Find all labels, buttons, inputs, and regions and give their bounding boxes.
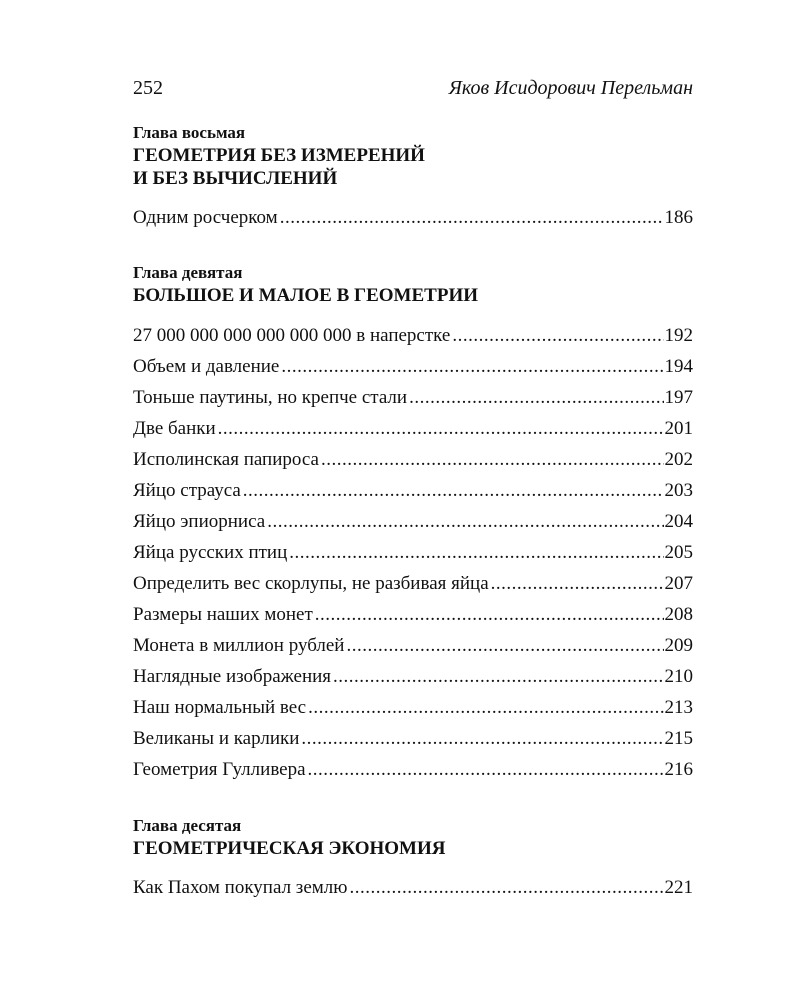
toc-entry-page: 207 xyxy=(664,573,693,594)
chapter-eight xyxy=(133,122,693,233)
toc-entry-page: 204 xyxy=(664,511,693,532)
chapter-title: ГЕОМЕТРИЧЕСКАЯ ЭКОНОМИЯ xyxy=(133,838,446,859)
toc-list xyxy=(133,202,693,233)
toc-list xyxy=(133,872,693,903)
toc-entry-page: 215 xyxy=(664,728,693,749)
book-page xyxy=(133,0,693,1000)
toc-entry[interactable] xyxy=(133,506,693,537)
chapter-title: БОЛЬШОЕ И МАЛОЕ В ГЕОМЕТРИИ xyxy=(133,285,478,306)
toc-entry[interactable] xyxy=(133,568,693,599)
dot-leader xyxy=(243,475,664,506)
dot-leader xyxy=(308,754,664,785)
toc-entry-page: 194 xyxy=(664,356,693,377)
chapter-title: ГЕОМЕТРИЯ БЕЗ ИЗМЕРЕНИЙ И БЕЗ ВЫЧИСЛЕНИЙ xyxy=(133,145,425,189)
toc-entry-page: 203 xyxy=(664,480,693,501)
dot-leader xyxy=(321,444,664,475)
author-name: Яков Исидорович Перельман xyxy=(448,77,693,99)
running-header xyxy=(133,74,693,102)
dot-leader xyxy=(289,537,663,568)
dot-leader xyxy=(301,723,663,754)
toc-entry[interactable] xyxy=(133,723,693,754)
toc-entry-title: Наглядные изображения xyxy=(133,666,332,687)
toc-entry-title: Одним росчерком xyxy=(133,207,278,228)
dot-leader xyxy=(281,351,663,382)
toc-entry-title: Яйцо эпиорниса xyxy=(133,511,266,532)
toc-entry-title: Объем и давление xyxy=(133,356,280,377)
dot-leader xyxy=(333,661,663,692)
toc-entry-title: Монета в миллион рублей xyxy=(133,635,345,656)
toc-entry-page: 208 xyxy=(664,604,693,625)
toc-entry[interactable] xyxy=(133,692,693,723)
toc-entry[interactable] xyxy=(133,537,693,568)
toc-entry-title: Наш нормальный вес xyxy=(133,697,307,718)
toc-entry-title: Яйцо страуса xyxy=(133,480,241,501)
toc-entry-page: 213 xyxy=(664,697,693,718)
dot-leader xyxy=(491,568,664,599)
toc-entry-page: 197 xyxy=(664,387,693,408)
toc-entry-title: Как Пахом покупал землю xyxy=(133,877,348,898)
dot-leader xyxy=(267,506,663,537)
toc-entry[interactable] xyxy=(133,661,693,692)
dot-leader xyxy=(218,413,664,444)
toc-entry-page: 216 xyxy=(664,759,693,780)
toc-entry[interactable] xyxy=(133,202,693,233)
chapter-label: Глава девятая xyxy=(133,263,243,282)
toc-entry-page: 221 xyxy=(664,877,693,898)
toc-entry[interactable] xyxy=(133,630,693,661)
toc-entry-title: Определить вес скорлупы, не разбивая яйца xyxy=(133,573,489,594)
page-number: 252 xyxy=(133,77,163,99)
dot-leader xyxy=(315,599,664,630)
toc-entry-page: 210 xyxy=(664,666,693,687)
toc-entry[interactable] xyxy=(133,872,693,903)
dot-leader xyxy=(409,382,663,413)
toc-entry-title: Две банки xyxy=(133,418,216,439)
dot-leader xyxy=(349,872,663,903)
toc-entry-page: 201 xyxy=(664,418,693,439)
toc-entry[interactable] xyxy=(133,754,693,785)
toc-entry-title: Размеры наших монет xyxy=(133,604,313,625)
toc-entry-title: Яйца русских птиц xyxy=(133,542,288,563)
toc-entry[interactable] xyxy=(133,351,693,382)
toc-entry-page: 209 xyxy=(664,635,693,656)
toc-entry[interactable] xyxy=(133,475,693,506)
toc-entry[interactable] xyxy=(133,599,693,630)
dot-leader xyxy=(346,630,663,661)
chapter-label: Глава восьмая xyxy=(133,123,246,142)
chapter-ten xyxy=(133,815,693,903)
toc-entry[interactable] xyxy=(133,444,693,475)
toc-entry-title: Тоньше паутины, но крепче стали xyxy=(133,387,408,408)
toc-entry-page: 202 xyxy=(664,449,693,470)
toc-entry-title: Исполинская папироса xyxy=(133,449,319,470)
chapter-nine xyxy=(133,262,693,785)
dot-leader xyxy=(280,202,664,233)
toc-entry-page: 186 xyxy=(664,207,693,228)
toc-entry-page: 205 xyxy=(664,542,693,563)
toc-entry[interactable] xyxy=(133,382,693,413)
toc-entry-title: Геометрия Гулливера xyxy=(133,759,306,780)
chapter-label: Глава десятая xyxy=(133,816,242,835)
toc-entry-page: 192 xyxy=(664,325,693,346)
toc-entry[interactable] xyxy=(133,320,693,351)
dot-leader xyxy=(308,692,663,723)
toc-list xyxy=(133,320,693,785)
toc-entry-title: Великаны и карлики xyxy=(133,728,300,749)
toc-entry-title: 27 000 000 000 000 000 000 в наперстке xyxy=(133,325,451,346)
dot-leader xyxy=(452,320,663,351)
toc-entry[interactable] xyxy=(133,413,693,444)
